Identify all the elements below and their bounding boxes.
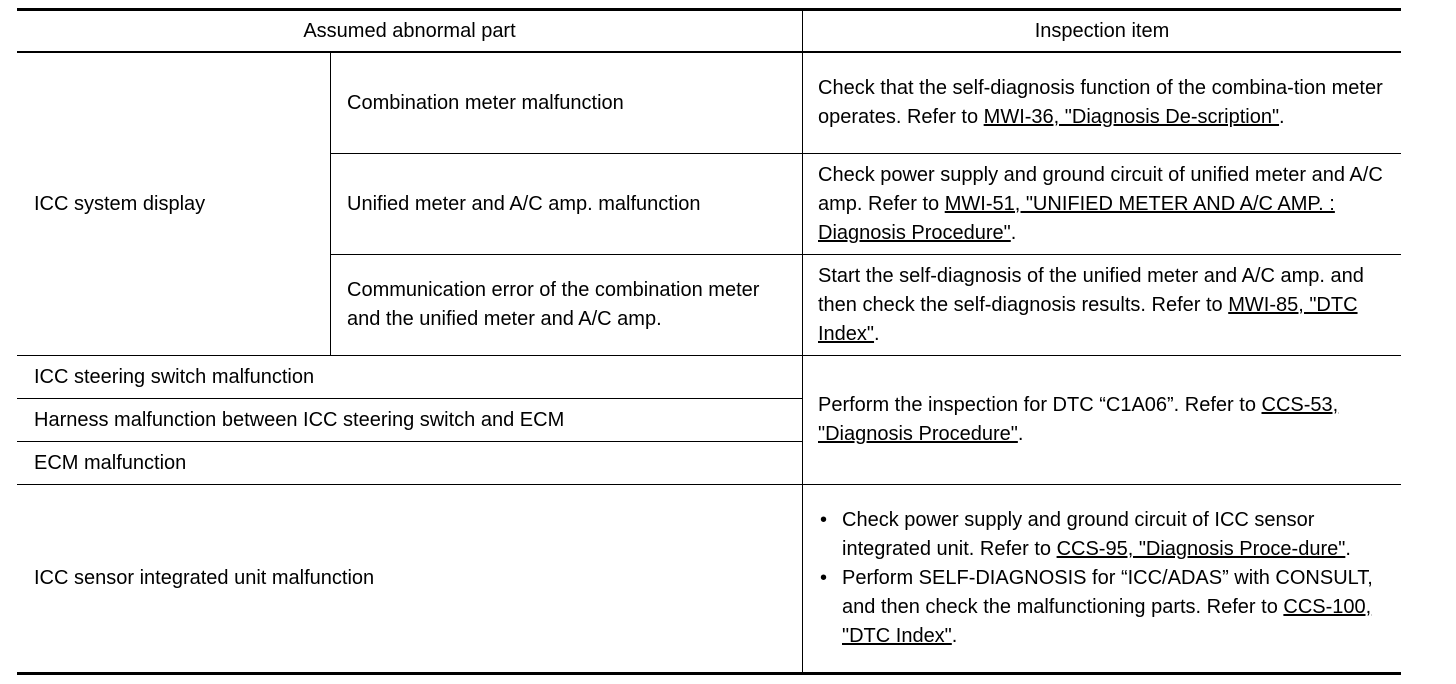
- list-item: • Check power supply and ground circuit of ICC sensor integrated unit. Refer to CCS-95, "Diagnosis Proce-dure".: [818, 506, 1395, 564]
- link-mwi-51[interactable]: MWI-51, "UNIFIED METER AND A/C AMP. : Diagnosis Procedure": [818, 192, 1335, 244]
- part-icc-sensor-unit: ICC sensor integrated unit malfunction: [34, 567, 375, 589]
- link-ccs-100[interactable]: CCS-100, "DTC Index": [842, 596, 1372, 647]
- part-unified-meter: Unified meter and A/C amp. malfunction: [347, 192, 701, 215]
- table-bottom-rule: [17, 672, 1401, 675]
- header-inspection-item: Inspection item: [1034, 19, 1170, 42]
- link-ccs-53[interactable]: CCS-53, "Diagnosis Procedure": [818, 394, 1339, 445]
- item-icc-sensor-unit: [803, 485, 1401, 672]
- inspection-table: [17, 8, 1401, 675]
- part-ecm-malfunction: ECM malfunction: [34, 451, 187, 474]
- item-unified-meter: Check power supply and ground circuit of unified meter and A/C amp. Refer to MWI-51, "UNIFIED METER AND A/C AMP. : Diagnosis Procedure".: [818, 163, 1383, 244]
- link-mwi-36[interactable]: MWI-36, "Diagnosis De-scription": [983, 106, 1280, 128]
- item-communication-error: Start the self-diagnosis of the unified meter and A/C amp. and then check the self-diagnosis results. Refer to MWI-85, "DTC Index".: [818, 264, 1364, 345]
- list-item: • Perform SELF-DIAGNOSIS for “ICC/ADAS” with CONSULT, and then check the malfunctioning parts. Refer to CCS-100, "DTC Index".: [818, 564, 1395, 651]
- inspection-bullet-list: [818, 506, 1395, 651]
- part-harness-malfunction: Harness malfunction between ICC steering switch and ECM: [34, 408, 565, 431]
- link-ccs-95[interactable]: CCS-95, "Diagnosis Proce-dure": [1056, 538, 1346, 560]
- part-combination-meter: Combination meter malfunction: [347, 91, 624, 114]
- part-icc-steering-switch: ICC steering switch malfunction: [34, 365, 315, 388]
- link-mwi-85[interactable]: MWI-85, "DTC Index": [818, 293, 1358, 345]
- group-icc-system-display: ICC system display: [34, 192, 206, 215]
- part-communication-error: Communication error of the combination meter and the unified meter and A/C amp.: [347, 279, 760, 330]
- header-assumed-abnormal-part: Assumed abnormal part: [303, 19, 516, 42]
- item-dtc-c1a06: Perform the inspection for DTC “C1A06”. Refer to CCS-53, "Diagnosis Procedure".: [818, 394, 1339, 445]
- item-combination-meter: Check that the self-diagnosis function of the combina-tion meter operates. Refer to MWI-36, "Diagnosis De-scription".: [818, 77, 1383, 128]
